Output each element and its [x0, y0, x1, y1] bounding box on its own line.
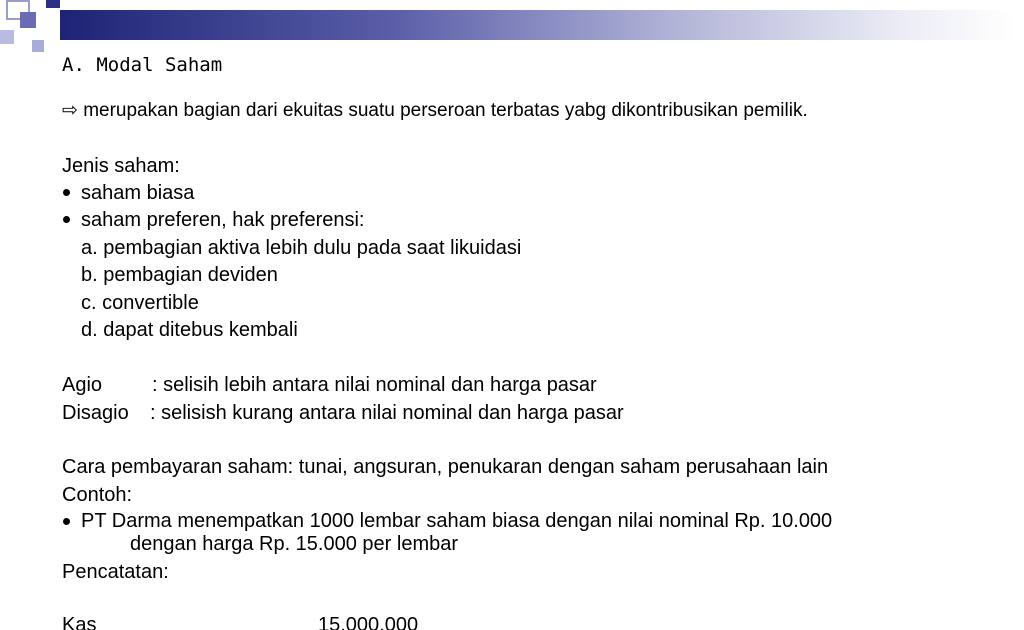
bullet-item: saham preferen, hak preferensi:	[81, 209, 365, 231]
decor-square-dark	[46, 0, 60, 8]
decor-square-blue	[20, 12, 36, 28]
sub-item: d. dapat ditebus kembali	[81, 319, 298, 341]
bullet-icon	[63, 216, 70, 223]
term-definition: : selisih lebih antara nilai nominal dan harga pasar	[152, 374, 597, 396]
definition-text: merupakan bagian dari ekuitas suatu perseroan terbatas yabg dikontribusikan pemilik.	[83, 100, 808, 121]
journal-amount: 15.000.000	[318, 614, 419, 630]
pencatatan-label: Pencatatan:	[62, 561, 169, 583]
bullet-icon	[63, 518, 70, 525]
sub-item: c. convertible	[81, 292, 199, 314]
term-label: Agio	[62, 374, 103, 396]
sub-item: a. pembagian aktiva lebih dulu pada saat likuidasi	[81, 237, 522, 259]
arrow-icon: ⇨	[62, 100, 78, 121]
term-definition: : selisish kurang antara nilai nominal dan harga pasar	[150, 402, 624, 424]
jenis-heading: Jenis saham:	[62, 155, 180, 177]
sub-item: b. pembagian deviden	[81, 264, 278, 286]
journal-account: Kas	[62, 614, 97, 630]
definition-line	[62, 99, 808, 123]
cara-pembayaran: Cara pembayaran saham: tunai, angsuran, penukaran dengan saham perusahaan lain	[62, 456, 829, 478]
term-label: Disagio	[62, 402, 129, 424]
bullet-item: saham biasa	[81, 182, 195, 204]
contoh-label: Contoh:	[62, 484, 133, 506]
slide-title: A. Modal Saham	[62, 54, 223, 76]
decor-square-light-mid	[32, 40, 44, 52]
bullet-icon	[63, 189, 70, 196]
contoh-line-1: PT Darma menempatkan 1000 lembar saham biasa dengan nilai nominal Rp. 10.000	[81, 510, 833, 532]
header-gradient-bar	[60, 10, 1014, 40]
decor-square-light-left	[0, 30, 14, 44]
contoh-line-2: dengan harga Rp. 15.000 per lembar	[130, 533, 459, 555]
